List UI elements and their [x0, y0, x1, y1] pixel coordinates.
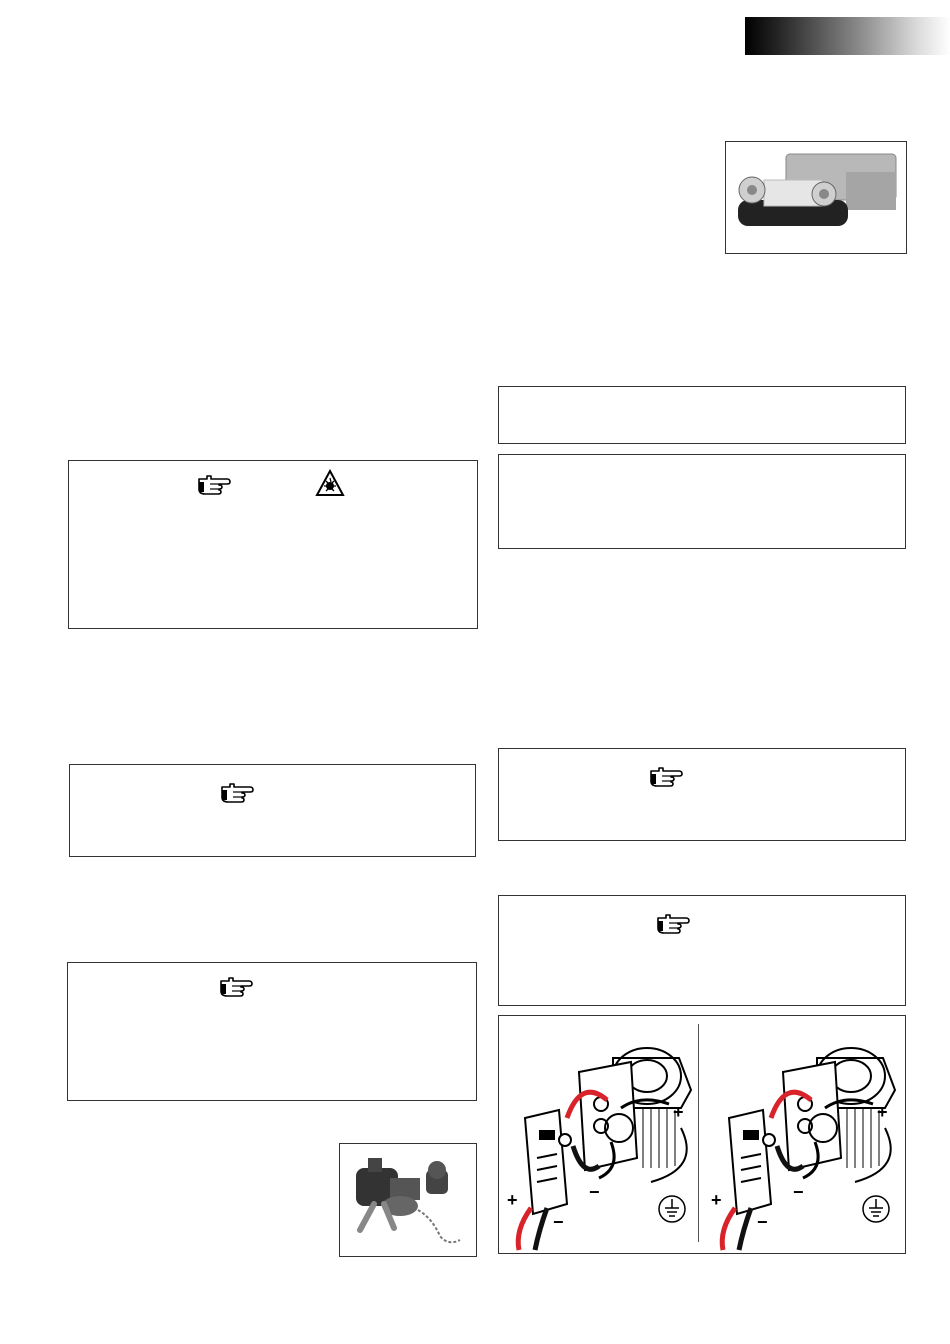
header-gradient-bar — [745, 17, 950, 55]
info-box-right-1 — [498, 386, 906, 444]
pointing-hand-icon — [649, 765, 683, 787]
wiring-diagram-left — [501, 1018, 697, 1252]
plus-label: + — [507, 1190, 518, 1210]
note-box-right-1 — [498, 748, 906, 841]
plus-label: + — [877, 1102, 888, 1122]
plus-label: + — [711, 1190, 722, 1210]
diagram-divider — [698, 1024, 699, 1242]
note-box-left-2 — [67, 962, 477, 1101]
plus-label: + — [673, 1102, 684, 1122]
minus-label: − — [757, 1212, 768, 1232]
note-box-left-1 — [69, 764, 476, 857]
wiring-diagram-right — [703, 1018, 903, 1252]
pointing-hand-icon — [656, 912, 690, 934]
fuse-holder-photo — [725, 141, 907, 254]
minus-label: − — [793, 1182, 804, 1202]
minus-label: − — [589, 1182, 600, 1202]
ground-icon — [659, 1196, 685, 1222]
ground-icon — [863, 1196, 889, 1222]
note-box-right-2 — [498, 895, 906, 1006]
info-box-right-2 — [498, 454, 906, 549]
explosion-warning-icon — [315, 469, 345, 497]
warning-box-explosion — [68, 460, 478, 629]
wiring-diagrams-box — [498, 1015, 906, 1254]
pointing-hand-icon — [219, 975, 253, 997]
minus-label: − — [553, 1212, 564, 1232]
battery-switch-photo — [339, 1143, 477, 1257]
pointing-hand-icon — [220, 781, 254, 803]
pointing-hand-icon — [197, 473, 231, 495]
